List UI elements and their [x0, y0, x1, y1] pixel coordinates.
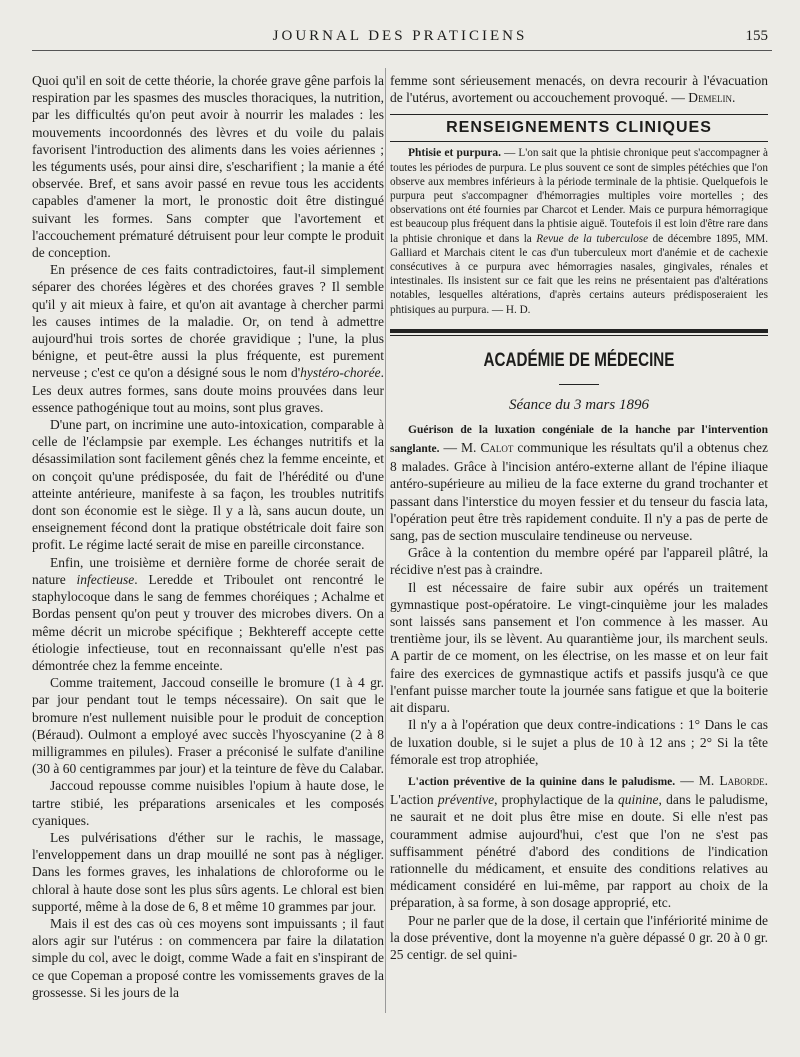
section-double-rule — [390, 329, 768, 336]
paragraph: Mais il est des cas où ces moyens sont impuissants ; il faut alors agir sur l'utérus : on commencera par faire la dilatation simple du col, avec le doigt, comme Wade a fait en s'inspirant de ce que Copeman a proposé contre les vomissements graves de la grossesse. Si les jours de la — [32, 915, 384, 1000]
academy-title: ACADÉMIE DE MÉDECINE — [483, 349, 675, 371]
column-divider — [385, 68, 386, 1013]
paragraph: Il est nécessaire de faire subir aux opérés un traitement gymnastique post-opératoire. Le vingt-cinquième jour les malades sont laissés sans pansement et l'on commence à les masser. Au trentième jour, ils se lèvent. Au quarantième jour, ils marchent seuls. A partir de ce moment, on les électrise, on les masse et on leur fait faire des exercices de gymnastique actifs et passifs jusqu'à ce que l'enfant puisse marcher toute la journée sans fatigue et que la boiterie ait disparu. — [390, 579, 768, 716]
section-title: RENSEIGNEMENTS CLINIQUES — [446, 119, 712, 137]
paragraph: Enfin, une troisième et dernière forme de chorée serait de nature infectieuse. Leredde et Triboulet ont rencontré le staphylocoque dans le sang de femmes choréiques ; Achalme et Bordas pensent qu'on peut y trouver des microbes divers. On a même décrit un microbe spécifique ; Bekhtereff accepte cette étiologie infectieuse, tout en reconnaissant qu'elle n'est pas démontrée chez la femme enceinte. — [32, 554, 384, 673]
paragraph: En présence de ces faits contradictoires, faut-il simplement séparer des chorées légères et des chorées graves ? Il semble qu'il y ait mieux à faire, et qu'on ait avantage à chercher parmi les causes intimes de la maladie. Or, on tend à admettre aujourd'hui trois sortes de chorée gravidique ; l'une, la plus bénigne, et peut-être aussi la plus fréquente, est purement nerveuse ; c'est ce qu'on a désigné sous le nom d'hystéro-chorée. Les deux autres formes, sans doute moins prouvées dans leur essence pathogénique tout au moins, sont plus graves. — [32, 262, 384, 415]
paragraph: Les pulvérisations d'éther sur le rachis, le massage, l'enveloppement dans un drap mouillé ne sont pas à négliger. Dans les formes graves, les inhalations de chloroforme ou le chloral à haute dose sont les plus sûrs agents. Le chloral est bien supporté, même à la dose de 6, 8 et même 10 grammes par jour. — [32, 829, 384, 914]
paragraph: Guérison de la luxation congéniale de la hanche par l'intervention sanglante. — M. Calot communique les résultats qu'il a obtenus chez 8 malades. Grâce à l'incision antéro-externe allant de l'épine iliaque antéro-supérieure au milieu de la face externe du grand trochanter et passant dans l'interstice du moyen fessier et du tenseur du fascia lata, l'opération peut être très rapidement conduite. Il n'y a pas de perte de sang, pas de section musculaire tendineuse ou nerveuse. — [390, 423, 768, 544]
paragraph: Jaccoud repousse comme nuisibles l'opium à haute dose, le tartre stibié, les préparations arsenicales et les composés cyaniques. — [32, 778, 384, 828]
paragraph: L'action préventive de la quinine dans le paludisme. — M. Laborde. L'action préventive, prophylactique de la quinine, dans le paludisme, ne saurait et ne doit plus être mise en doute. Si elle n'est pas couramment admise aujourd'hui, c'est que l'on ne s'est pas suffisamment pénétré d'abord des conditions de l'indication rationnelle du médicament, et ensuite des conditions relatives au médicament considéré en lui-même, par rapport au choix de la préparation, à sa forme, à son dosage approprié, etc. — [390, 772, 768, 911]
article: Phtisie et purpura. — L'on sait que la phtisie chronique peut s'accompagner à toutes les périodes de purpura. Le plus souvent ce sont de simples pétéchies que l'on observe aux membres inférieurs à la période terminale de la phtisie. Quelquefois le purpura peut s'accompagner d'hémorragies multiples voire mortelles ; des observations ont été fournies par Charcot et Lender. Mais ce purpura hémorragique est beaucoup plus fréquent dans la phtisie aiguë. Toutefois il est loin d'être rare dans la phtisie chronique et dans la Revue de la tuberculose de décembre 1895, MM. Galliard et Marchais citent le cas d'un tuberculeux mort d'anémie et de cachexie consécutives à ce purpura avec hémorragies nasales, gingivales, rénales et intestinales. Ils insistent sur ce fait que les reins ne présentaient pas d'altérations notables, lesquelles altérations, d'après certains auteurs prédisposeraient les phtisiques au purpura. — H. D. — [390, 147, 769, 316]
paragraph: D'une part, on incrimine une auto-intoxication, comparable à celle de l'éclampsie par exemple. Les échanges nutritifs et la désassimilation sont facilement gênés chez la femme enceinte, et on conçoit qu'une prédisposée, du fait de l'hérédité ou d'une atteinte antérieure, manifeste à sa façon, les troubles nutritifs dont son économie est le siège. Il y a là, sans aucun doute, un enseignement fécond dont la pratique obstétricale doit faire son profit. Le régime lacté serait de mise en pareille circonstance. — [32, 417, 384, 553]
left-column — [32, 72, 384, 1001]
short-rule — [559, 384, 599, 385]
section-rule — [390, 141, 768, 142]
running-title: JOURNAL DES PRATICIENS — [272, 28, 528, 44]
paragraph: Grâce à la contention du membre opéré par l'appareil plâtré, la récidive n'est pas à craindre. — [390, 545, 768, 578]
paragraph: Comme traitement, Jaccoud conseille le bromure (1 à 4 gr. par jour pendant tout le temps nécessaire). On sait que le bromure n'est nullement nuisible pour le produit de conception (Béraud). Oulmont a employé avec succès l'hyoscyanine (2 à 8 milligrammes en pilules). Fraser a préconisé le sulfate d'aniline (30 à 60 centigrammes par jour) et la teinture de fève du Calabar. — [32, 675, 384, 777]
running-head — [0, 28, 800, 48]
paragraph: Quoi qu'il en soit de cette théorie, la chorée grave gêne parfois la respiration par les spasmes des muscles thoraciques, la nutrition, par les difficultés qu'on peut avoir à nourrir les malades : les mouvements incoordonnés des lèvres et du voile du palais favorisent l'introduction des aliments dans les voies aériennes ; les téguments usés, pour ainsi dire, s'escharifient ; la manie a été observée. Bref, et sans avoir passé en revue tous les accidents capables d'amener la mort, le pronostic doit être distingué suivant les formes. Sans compter que l'avortement et l'accouchement prématuré détruisent pour leur compte le produit de conception. — [32, 73, 384, 261]
session-date: Séance du 3 mars 1896 — [509, 396, 649, 413]
page-number: 155 — [745, 28, 768, 44]
header-rule — [32, 50, 772, 51]
paragraph: Pour ne parler que de la dose, il certain que l'infériorité minime de la dose préventive, dont la moyenne n'a guère dépassé 0 gr. 20 à 0 gr. 25 centigr. de sel quini- — [390, 912, 768, 962]
paragraph: Il n'y a à l'opération que deux contre-indications : 1° Dans le cas de luxation double, si le sujet a plus de 10 à 12 ans ; 2° Si la tête fémorale est trop atrophiée, — [390, 717, 768, 767]
right-column — [390, 72, 768, 963]
paragraph: femme sont sérieusement menacés, on devra recourir à l'évacuation de l'utérus, avortement ou accouchement provoqué. — Demelin. — [390, 73, 768, 106]
section-rule — [390, 114, 768, 115]
